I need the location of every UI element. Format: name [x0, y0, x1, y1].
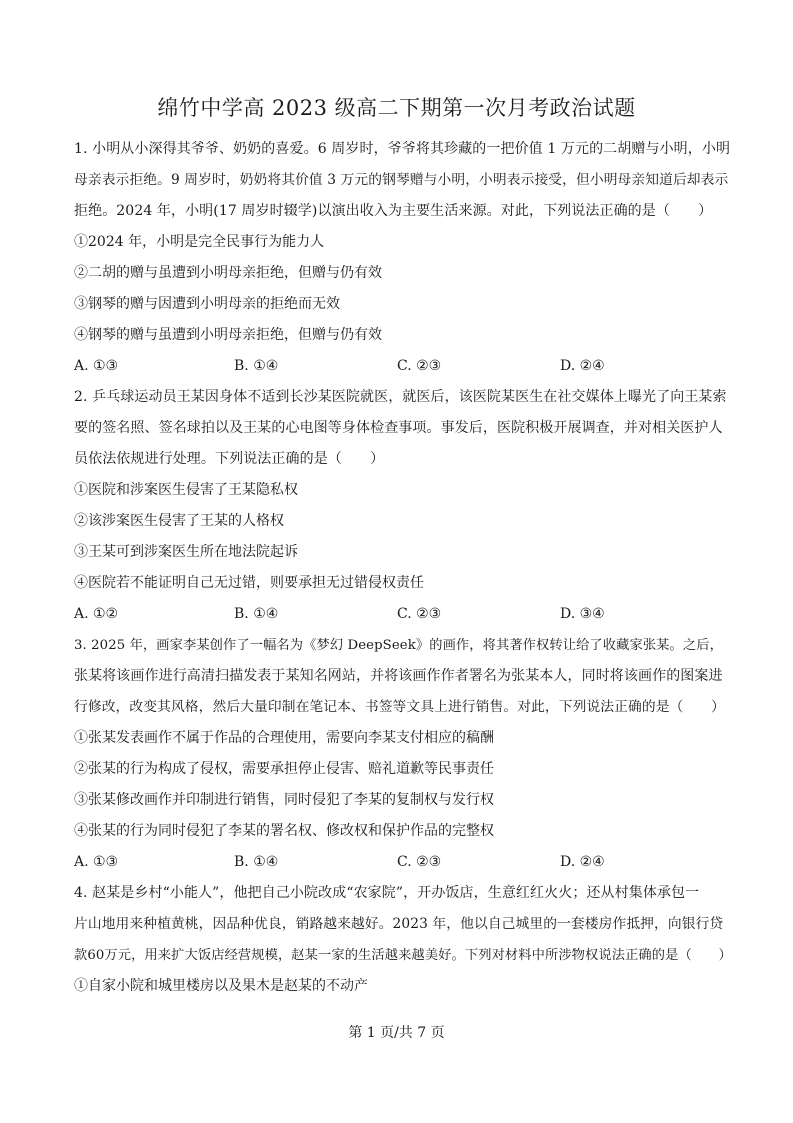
statement-option: ③钢琴的赠与因遭到小明母亲的拒绝而无效: [74, 296, 340, 312]
statement-option: ③张某修改画作并印制进行销售，同时侵犯了李某的复制权与发行权: [74, 792, 494, 808]
exam-title: 绵竹中学高 2023 级高二下期第一次月考政治试题: [157, 96, 636, 120]
choice-b[interactable]: B. ①④: [234, 854, 279, 870]
choice-c[interactable]: C. ②③: [397, 358, 442, 374]
answer-choices: [74, 599, 734, 630]
question-stem-line: 1. 小明从小深得其爷爷、奶奶的喜爱。6 周岁时，爷爷将其珍藏的一把价值 1 万元的二胡赠与小明，小明: [74, 141, 731, 157]
question-stem-line: 母亲表示拒绝。9 周岁时，奶奶将其价值 3 万元的钢琴赠与小明，小明表示接受，但小明母亲知道后却表示: [74, 172, 729, 188]
answer-choices: [74, 847, 734, 878]
choice-a[interactable]: A. ①③: [74, 358, 119, 374]
question-stem-line: 4. 赵某是乡村“小能人”，他把自己小院改成“农家院”，开办饭店，生意红红火火；还从村集体承包一: [74, 885, 700, 901]
question-stem-line: 3. 2025 年，画家李某创作了一幅名为《梦幻 DeepSeek》的画作，将其著作权转让给了收藏家张某。之后，: [74, 638, 723, 653]
question-stem-line: 拒绝。2024 年，小明(17 周岁时辍学)以演出收入为主要生活来源。对此，下列说法正确的是（ ）: [74, 203, 713, 219]
choice-d[interactable]: D. ③④: [560, 606, 605, 622]
question-4: [74, 878, 734, 1002]
statement-option: ④张某的行为同时侵犯了李某的署名权、修改权和保护作品的完整权: [74, 823, 494, 839]
choice-a[interactable]: A. ①②: [74, 606, 119, 622]
choice-d[interactable]: D. ②④: [560, 854, 605, 870]
choice-c[interactable]: C. ②③: [397, 854, 442, 870]
statement-option: ①自家小院和城里楼房以及果木是赵某的不动产: [74, 978, 368, 994]
question-stem-line: 员依法依规进行处理。下列说法正确的是（ ）: [74, 451, 385, 467]
choice-d[interactable]: D. ②④: [560, 358, 605, 374]
question-3: [74, 630, 734, 878]
question-stem-line: 要的签名照、签名球拍以及王某的心电图等身体检查事项。事发后，医院积极开展调查，并对相关医护人: [74, 420, 723, 436]
statement-option: ①张某发表画作不属于作品的合理使用，需要向李某支付相应的稿酬: [74, 730, 494, 746]
statement-option: ④医院若不能证明自己无过错，则要承担无过错侵权责任: [74, 575, 424, 591]
question-2: [74, 382, 734, 630]
question-stem-line: 张某将该画作进行高清扫描发表于某知名网站，并将该画作作者署名为张某本人，同时将该画作的图案进: [74, 668, 723, 684]
choice-b[interactable]: B. ①④: [234, 358, 279, 374]
question-stem-line: 款60万元，用来扩大饭店经营规模，赵某一家的生活越来越美好。下列对材料中所涉物权说法正确的是（ ）: [74, 948, 732, 963]
question-list: [74, 134, 734, 1002]
choice-a[interactable]: A. ①③: [74, 854, 119, 870]
page-number: 第 1 页/共 7 页: [348, 1025, 445, 1041]
statement-option: ③王某可到涉案医生所在地法院起诉: [74, 544, 298, 560]
question-stem-line: 片山地用来种植黄桃，因品种优良，销路越来越好。2023 年，他以自己城里的一套楼房作抵押，向银行贷: [74, 916, 724, 932]
question-stem-line: 2. 乒乓球运动员王某因身体不适到长沙某医院就医，就医后，该医院某医生在社交媒体上曝光了向王某索: [74, 389, 727, 405]
statement-option: ②该涉案医生侵害了王某的人格权: [74, 513, 284, 529]
statement-option: ②张某的行为构成了侵权，需要承担停止侵害、赔礼道歉等民事责任: [74, 761, 494, 777]
answer-choices: [74, 351, 734, 382]
choice-c[interactable]: C. ②③: [397, 606, 442, 622]
statement-option: ①2024 年，小明是完全民事行为能力人: [74, 234, 325, 250]
question-1: [74, 134, 734, 382]
statement-option: ②二胡的赠与虽遭到小明母亲拒绝，但赠与仍有效: [74, 265, 382, 281]
question-stem-line: 行修改，改变其风格，然后大量印制在笔记本、书签等文具上进行销售。对此，下列说法正确的是（ ）: [74, 699, 725, 715]
statement-option: ④钢琴的赠与虽遭到小明母亲拒绝，但赠与仍有效: [74, 327, 382, 343]
choice-b[interactable]: B. ①④: [234, 606, 279, 622]
statement-option: ①医院和涉案医生侵害了王某隐私权: [74, 482, 298, 498]
